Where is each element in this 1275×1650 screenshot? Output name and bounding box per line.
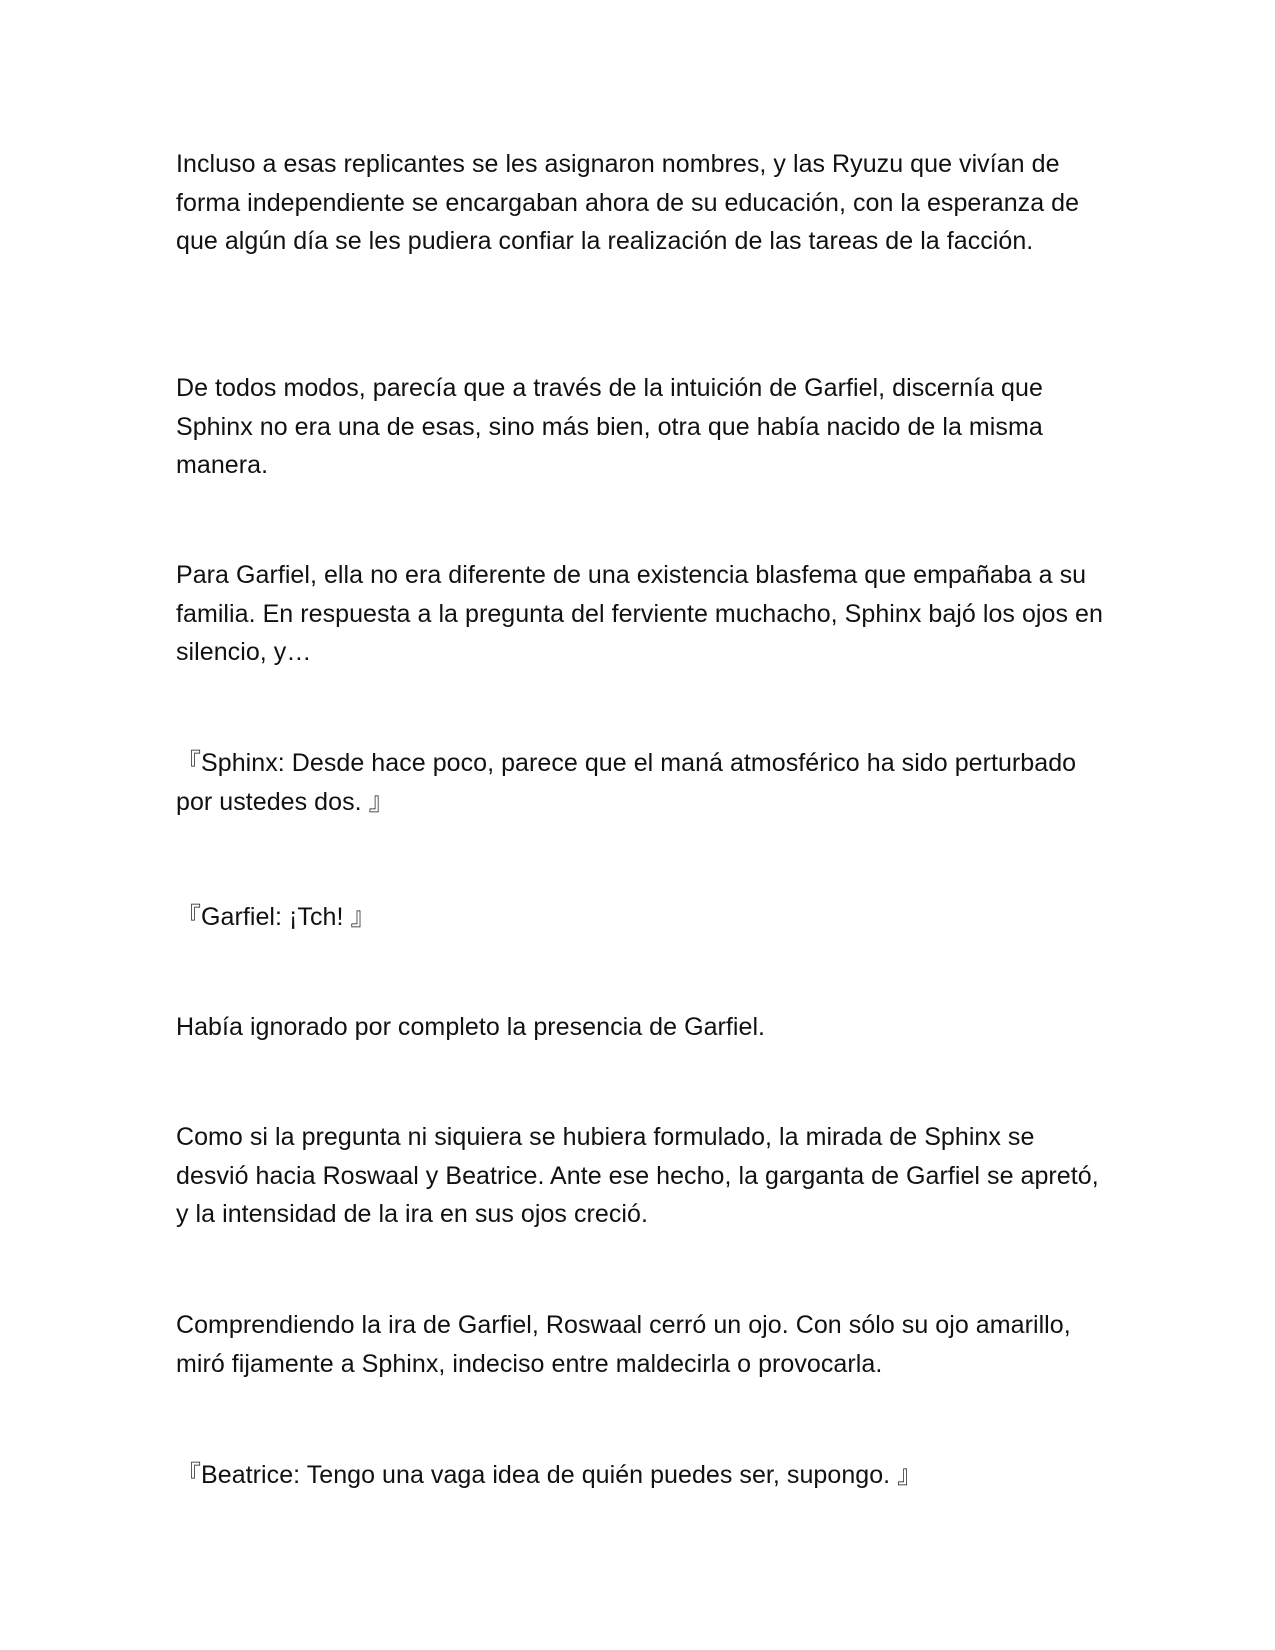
dialogue-line-beatrice: 『Beatrice: Tengo una vaga idea de quién puedes ser, supongo. 』 xyxy=(176,1461,923,1489)
narration-paragraph: Había ignorado por completo la presencia de Garfiel. xyxy=(176,1013,766,1041)
narration-paragraph: Como si la pregunta ni siquiera se hubiera formulado, la mirada de Sphinx se desvió hacia Roswaal y Beatrice. Ante ese hecho, la garganta de Garfiel se apretó, y la intensidad de la ira en sus ojos creció. xyxy=(176,1123,1099,1228)
narration-paragraph: De todos modos, parecía que a través de la intuición de Garfiel, discernía que Sphinx no era una de esas, sino más bien, otra que había nacido de la misma manera. xyxy=(176,374,1043,479)
dialogue-line-garfiel: 『Garfiel: ¡Tch! 』 xyxy=(176,903,376,931)
narration-paragraph: Comprendiendo la ira de Garfiel, Roswaal cerró un ojo. Con sólo su ojo amarillo, miró fijamente a Sphinx, indeciso entre maldecirla o provocarla. xyxy=(176,1311,1071,1378)
dialogue-line-sphinx: 『Sphinx: Desde hace poco, parece que el maná atmosférico ha sido perturbado por ustedes dos. 』 xyxy=(176,749,1077,816)
narration-paragraph: Incluso a esas replicantes se les asignaron nombres, y las Ryuzu que vivían de forma independiente se encargaban ahora de su educación, con la esperanza de que algún día se les pudiera confiar la realización de las tareas de la facción. xyxy=(176,150,1080,255)
narration-paragraph: Para Garfiel, ella no era diferente de una existencia blasfema que empañaba a su familia. En respuesta a la pregunta del ferviente muchacho, Sphinx bajó los ojos en silencio, y… xyxy=(176,561,1103,666)
